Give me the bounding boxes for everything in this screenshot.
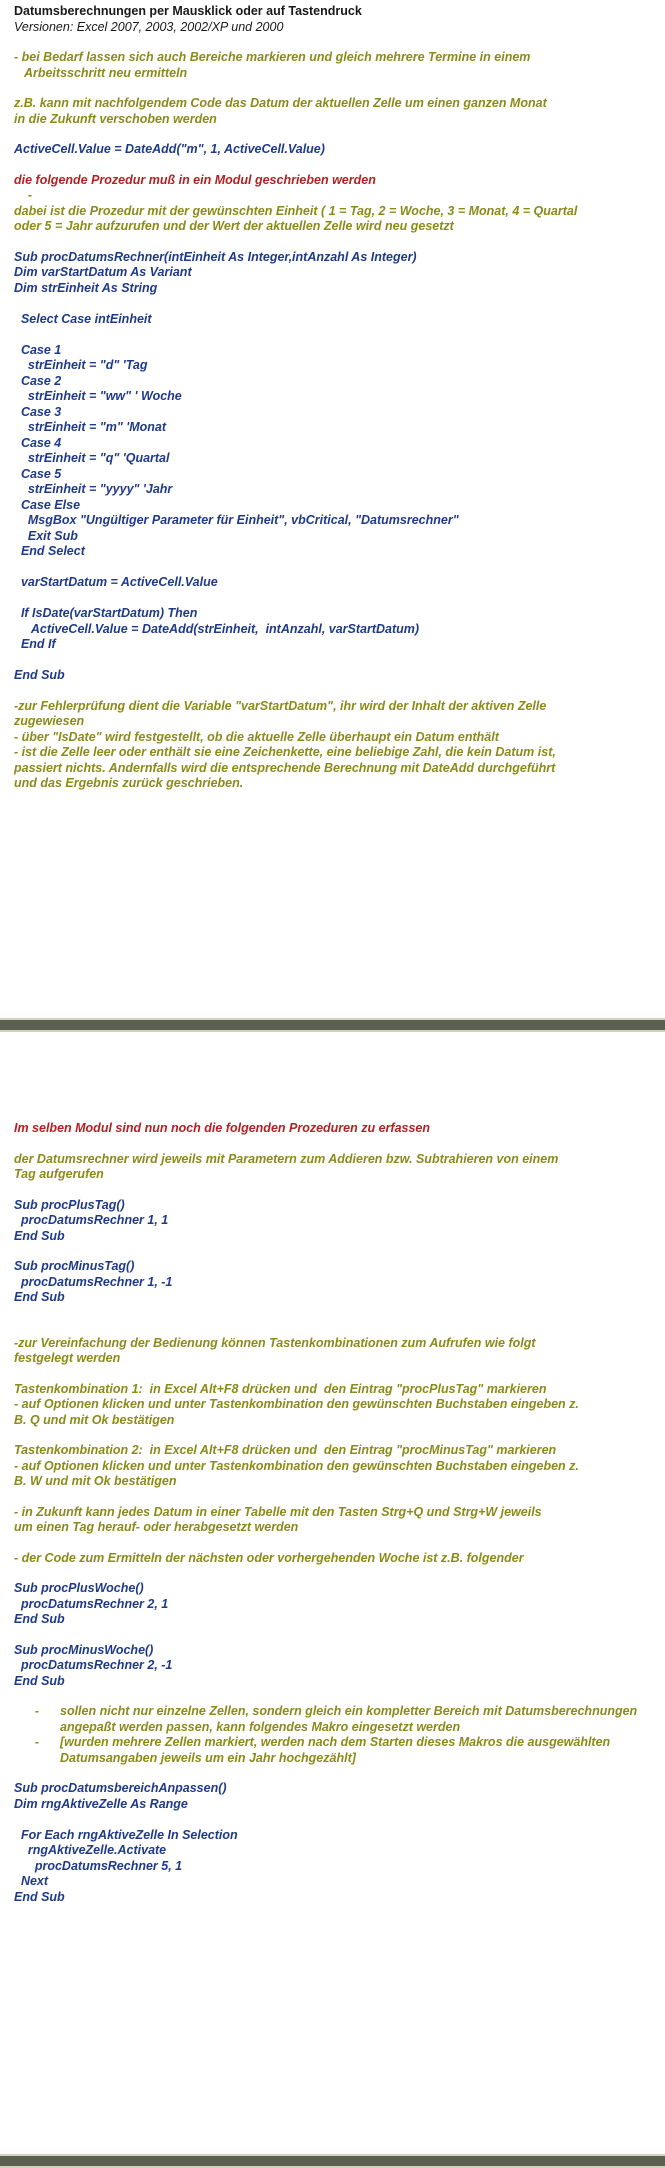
- future-note: - in Zukunft kann jedes Datum in einer Tabelle mit den Tasten Strg+Q und Strg+W jeweils: [14, 1504, 542, 1519]
- code-line: [14, 1812, 654, 1828]
- code-line: Case 4: [14, 435, 62, 450]
- shortcut-intro: festgelegt werden: [14, 1351, 121, 1365]
- code-line: Next: [14, 1874, 49, 1888]
- code-line: For Each rngAktiveZelle In Selection: [14, 1827, 238, 1842]
- code-line: rngAktiveZelle.Activate: [14, 1843, 167, 1857]
- shortcut-1-instructions: [14, 1382, 654, 1429]
- page-1: [14, 4, 654, 792]
- page-2: [14, 1121, 654, 1905]
- code-line: Case 1: [14, 342, 62, 357]
- bullet-text: sollen nicht nur einzelne Zellen, sondern gleich ein kompletter Bereich mit Datumsberechnungen angepaßt werden passen, kann folgendes Makro eingesetzt werden: [60, 1704, 638, 1734]
- code-line: MsgBox "Ungültiger Parameter für Einheit", vbCritical, "Datumsrechner": [14, 513, 459, 527]
- code-line: strEinheit = "ww" ' Woche: [14, 389, 182, 403]
- shortcut-line: B. W und mit Ok bestätigen: [14, 1474, 177, 1488]
- code-line: procDatumsRechner 5, 1: [14, 1858, 183, 1873]
- code-line: If IsDate(varStartDatum) Then: [14, 606, 198, 620]
- code-line: Case 5: [14, 466, 62, 481]
- dash-marker: -: [14, 188, 33, 202]
- example-intro: in die Zukunft verschoben werden: [14, 111, 217, 126]
- code-line: procDatumsRechner 1, -1: [14, 1274, 173, 1289]
- shortcut-line: Tastenkombination 2: in Excel Alt+F8 drücken und den Eintrag "procMinusTag" markieren: [14, 1443, 557, 1457]
- code-line: End Sub: [14, 1889, 65, 1904]
- bullet-item: [14, 1704, 654, 1735]
- code-line: procDatumsRechner 1, 1: [14, 1213, 169, 1227]
- datumsrechner-code-block: [14, 250, 654, 684]
- code-line: strEinheit = "d" 'Tag: [14, 358, 148, 372]
- code-line: [14, 653, 654, 669]
- shortcut-2-instructions: [14, 1443, 654, 1490]
- param-description: dabei ist die Prozedur mit der gewünschten Einheit ( 1 = Tag, 2 = Woche, 3 = Monat, 4 = Quartal: [14, 203, 578, 218]
- code-line: Case 2: [14, 373, 62, 388]
- code-line: Dim strEinheit As String: [14, 280, 158, 295]
- plus-woche-code: [14, 1581, 654, 1628]
- code-line: [14, 591, 654, 607]
- code-line: Sub procMinusTag(): [14, 1259, 135, 1273]
- code-line: Case Else: [14, 497, 81, 512]
- code-line: Sub procMinusWoche(): [14, 1642, 154, 1657]
- intro-line: der Datumsrechner wird jeweils mit Parametern zum Addieren bzw. Subtrahieren von einem: [14, 1151, 559, 1166]
- future-note: um einen Tag herauf- oder herabgesetzt werden: [14, 1520, 299, 1534]
- note-line: -zur Fehlerprüfung dient die Variable "varStartDatum", ihr wird der Inhalt der aktiven Zelle: [14, 698, 547, 713]
- code-line: strEinheit = "yyyy" 'Jahr: [14, 482, 173, 496]
- shortcut-line: - auf Optionen klicken und unter Tastenkombination den gewünschten Buchstaben eingeben z.: [14, 1397, 579, 1411]
- code-line: End Sub: [14, 1228, 65, 1243]
- code-line: strEinheit = "q" 'Quartal: [14, 451, 170, 465]
- intro-line: - bei Bedarf lassen sich auch Bereiche markieren und gleich mehrere Termine in einem: [14, 50, 531, 64]
- code-line: [14, 560, 654, 576]
- code-line: End Sub: [14, 668, 65, 682]
- code-line: Case 3: [14, 404, 62, 419]
- error-check-notes: [14, 699, 654, 792]
- note-line: - über "IsDate" wird festgestellt, ob die aktuelle Zelle überhaupt ein Datum enthält: [14, 729, 499, 744]
- shortcut-intro: -zur Vereinfachung der Bedienung können Tastenkombinationen zum Aufrufen wie folgt: [14, 1335, 536, 1350]
- note-line: und das Ergebnis zurück geschrieben.: [14, 776, 244, 790]
- code-line: Dim varStartDatum As Variant: [14, 265, 192, 279]
- document-title: Datumsberechnungen per Mausklick oder auf Tastendruck: [14, 4, 362, 18]
- code-line: Sub procPlusWoche(): [14, 1581, 144, 1595]
- woche-note: - der Code zum Ermitteln der nächsten oder vorhergehenden Woche ist z.B. folgender: [14, 1550, 524, 1565]
- example-code: ActiveCell.Value = DateAdd("m", 1, ActiveCell.Value): [14, 142, 325, 156]
- minus-woche-code: [14, 1643, 654, 1690]
- shortcut-line: Tastenkombination 1: in Excel Alt+F8 drücken und den Eintrag "procPlusTag" markieren: [14, 1381, 547, 1396]
- bullet-dash: -: [34, 1704, 40, 1718]
- intro-line: Arbeitsschritt neu ermitteln: [14, 65, 188, 80]
- code-line: Sub procPlusTag(): [14, 1197, 125, 1212]
- page-separator: [0, 1018, 665, 1032]
- code-line: End Select: [14, 544, 85, 558]
- shortcut-line: B. Q und mit Ok bestätigen: [14, 1412, 175, 1427]
- code-line: [14, 327, 654, 343]
- intro-line: Tag aufgerufen: [14, 1167, 104, 1181]
- code-line: Sub procDatumsbereichAnpassen(): [14, 1781, 227, 1795]
- code-line: Dim rngAktiveZelle As Range: [14, 1796, 188, 1811]
- note-line: zugewiesen: [14, 714, 85, 728]
- code-line: Select Case intEinheit: [14, 311, 152, 326]
- code-line: procDatumsRechner 2, -1: [14, 1658, 173, 1672]
- shortcut-line: - auf Optionen klicken und unter Tastenkombination den gewünschten Buchstaben eingeben z.: [14, 1458, 579, 1473]
- code-line: procDatumsRechner 2, 1: [14, 1596, 169, 1611]
- code-line: varStartDatum = ActiveCell.Value: [14, 575, 218, 589]
- bereich-anpassen-code: [14, 1781, 654, 1905]
- note-line: - ist die Zelle leer oder enthält sie eine Zeichenkette, eine beliebige Zahl, die kein Datum ist,: [14, 745, 556, 759]
- versions-line: Versionen: Excel 2007, 2003, 2002/XP und 2000: [14, 19, 284, 34]
- code-line: ActiveCell.Value = DateAdd(strEinheit, intAnzahl, varStartDatum): [14, 621, 420, 636]
- modul-note: die folgende Prozedur muß in ein Modul geschrieben werden: [14, 172, 376, 187]
- note-line: passiert nichts. Andernfalls wird die entsprechende Berechnung mit DateAdd durchgeführt: [14, 760, 556, 775]
- section-heading: Im selben Modul sind nun noch die folgenden Prozeduren zu erfassen: [14, 1121, 431, 1135]
- example-intro: z.B. kann mit nachfolgendem Code das Datum der aktuellen Zelle um einen ganzen Monat: [14, 96, 547, 110]
- bullet-item: [14, 1735, 654, 1766]
- code-line: End Sub: [14, 1673, 65, 1688]
- code-line: End Sub: [14, 1290, 65, 1304]
- page-separator: [0, 2154, 665, 2168]
- bullet-text: [wurden mehrere Zellen markiert, werden nach dem Starten dieses Makros die ausgewählten Datumsangaben jeweils um ein Jahr hochgezählt]: [60, 1735, 611, 1765]
- code-line: [14, 296, 654, 312]
- code-line: Sub procDatumsRechner(intEinheit As Integer,intAnzahl As Integer): [14, 249, 417, 264]
- code-line: End Sub: [14, 1612, 65, 1626]
- minus-tag-code: [14, 1259, 654, 1306]
- code-line: End If: [14, 637, 56, 651]
- plus-tag-code: [14, 1198, 654, 1245]
- bullet-dash: -: [34, 1735, 40, 1749]
- code-line: Exit Sub: [14, 528, 78, 543]
- param-description: oder 5 = Jahr aufzurufen und der Wert der aktuellen Zelle wird neu gesetzt: [14, 219, 454, 233]
- code-line: strEinheit = "m" 'Monat: [14, 420, 166, 434]
